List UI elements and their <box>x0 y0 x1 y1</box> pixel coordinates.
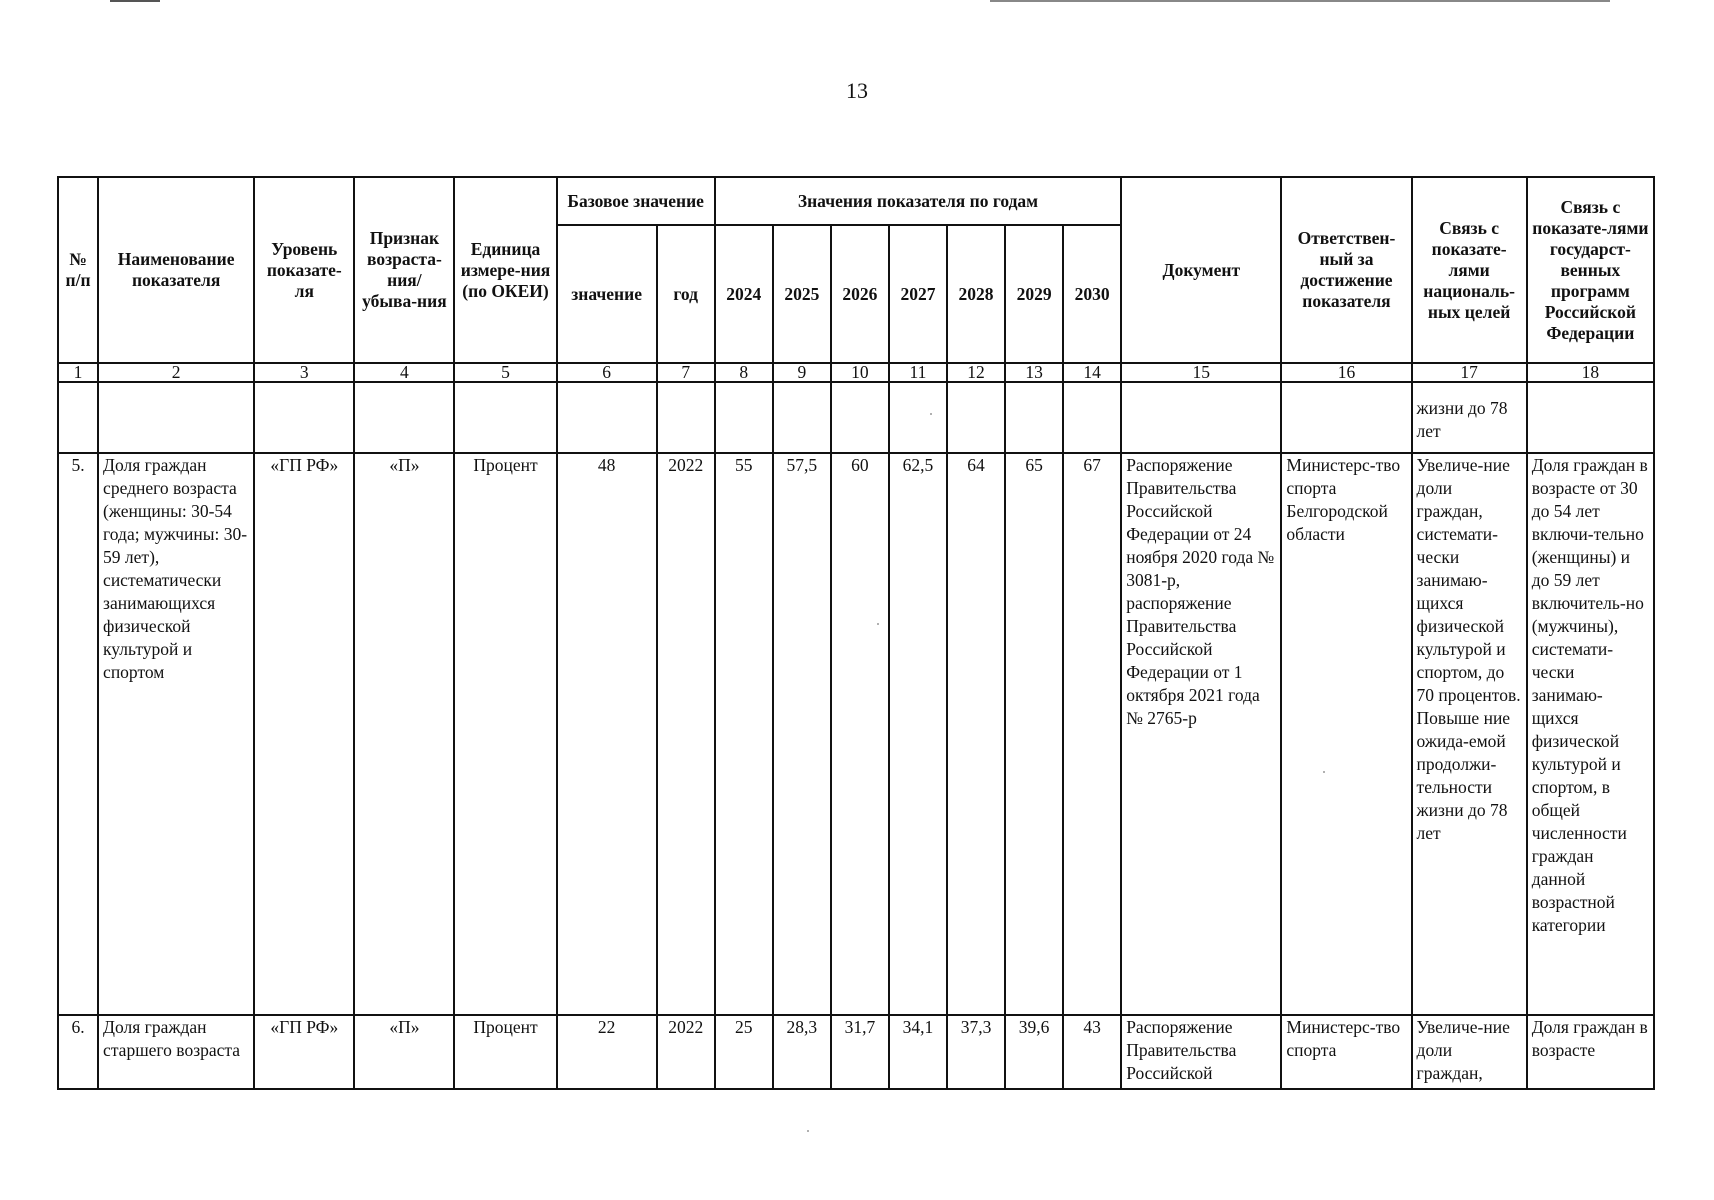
scan-speck <box>930 413 932 415</box>
header-year: 2024 <box>715 225 773 363</box>
scan-edge-left <box>110 0 160 2</box>
column-number: 9 <box>773 363 831 382</box>
cell-name: Доля граждан среднего возраста (женщины: 30-54 года; мужчины: 30-59 лет), систематически занимающихся физической культурой и спортом <box>98 453 254 1015</box>
cell-year-value: 28,3 <box>773 1015 831 1089</box>
cell-sign: «П» <box>354 1015 454 1089</box>
header-sign: Признак возраста-ния/ убыва-ния <box>354 177 454 363</box>
cell-year-value: 67 <box>1063 453 1121 1015</box>
header-responsible: Ответствен-ный за достижение показателя <box>1281 177 1411 363</box>
cell-unit: Процент <box>454 1015 556 1089</box>
cell-base-value: 48 <box>557 453 657 1015</box>
table-cell <box>1527 382 1654 453</box>
cell-no: 5. <box>58 453 98 1015</box>
table-cell <box>1063 382 1121 453</box>
table-row-continuation <box>58 382 1654 453</box>
table-cell <box>1281 382 1411 453</box>
header-year: 2026 <box>831 225 889 363</box>
table-cell <box>254 382 354 453</box>
scan-speck <box>807 1130 809 1132</box>
header-level: Уровень показате-ля <box>254 177 354 363</box>
cell-base-year: 2022 <box>657 453 715 1015</box>
table-cell <box>947 382 1005 453</box>
cell-base-value: 22 <box>557 1015 657 1089</box>
scan-speck <box>877 623 879 625</box>
scan-edge-right <box>990 0 1610 2</box>
cell-year-value: 37,3 <box>947 1015 1005 1089</box>
cell-responsible: Министерс-тво спорта Белгородской области <box>1281 453 1411 1015</box>
cell-sign: «П» <box>354 453 454 1015</box>
cell-year-value: 65 <box>1005 453 1063 1015</box>
cell-link-programs: Доля граждан в возрасте <box>1527 1015 1654 1089</box>
column-number: 7 <box>657 363 715 382</box>
cell-document: Распоряжение Правительства Российской Федерации от 24 ноября 2020 года № 3081-р, распоряжение Правительства Российской Федерации от 1 октября 2021 года № 2765-р <box>1121 453 1281 1015</box>
cell-year-value: 43 <box>1063 1015 1121 1089</box>
table-row <box>58 1015 1654 1089</box>
cell-document: Распоряжение Правительства Российской <box>1121 1015 1281 1089</box>
header-name: Наименование показателя <box>98 177 254 363</box>
header-year: 2030 <box>1063 225 1121 363</box>
header-base-value: значение <box>557 225 657 363</box>
header-row-1 <box>58 177 1654 225</box>
column-number: 15 <box>1121 363 1281 382</box>
column-number: 18 <box>1527 363 1654 382</box>
cell-name: Доля граждан старшего возраста <box>98 1015 254 1089</box>
scan-speck <box>1323 771 1325 773</box>
cell-year-value: 57,5 <box>773 453 831 1015</box>
cell-year-value: 64 <box>947 453 1005 1015</box>
cell-responsible: Министерс-тво спорта <box>1281 1015 1411 1089</box>
header-base-group: Базовое значение <box>557 177 715 225</box>
header-unit: Единица измере-ния (по ОКЕИ) <box>454 177 556 363</box>
column-number: 8 <box>715 363 773 382</box>
header-document: Документ <box>1121 177 1281 363</box>
cell-no: 6. <box>58 1015 98 1089</box>
table-cell <box>454 382 556 453</box>
header-base-year: год <box>657 225 715 363</box>
indicators-table <box>57 176 1655 1090</box>
column-number: 13 <box>1005 363 1063 382</box>
table-cell <box>715 382 773 453</box>
column-number: 14 <box>1063 363 1121 382</box>
column-number: 11 <box>889 363 947 382</box>
column-number: 16 <box>1281 363 1411 382</box>
cell-level: «ГП РФ» <box>254 453 354 1015</box>
header-year: 2025 <box>773 225 831 363</box>
column-number: 4 <box>354 363 454 382</box>
cell-year-value: 25 <box>715 1015 773 1089</box>
column-number: 5 <box>454 363 556 382</box>
column-number: 2 <box>98 363 254 382</box>
cell-link-national: Увеличе-ние доли граждан, системати-чески занимаю-щихся физической культурой и спортом, до 70 процентов. Повыше ние ожида-емой продолжи-тельности жизни до 78 лет <box>1412 453 1527 1015</box>
column-number: 3 <box>254 363 354 382</box>
header-year: 2029 <box>1005 225 1063 363</box>
table-cell <box>557 382 657 453</box>
cell-year-value: 31,7 <box>831 1015 889 1089</box>
header-year: 2028 <box>947 225 1005 363</box>
table-cell <box>58 382 98 453</box>
table-cell <box>1005 382 1063 453</box>
column-number: 17 <box>1412 363 1527 382</box>
cell-year-value: 39,6 <box>1005 1015 1063 1089</box>
cell-year-value: 55 <box>715 453 773 1015</box>
table-cell <box>98 382 254 453</box>
column-number: 12 <box>947 363 1005 382</box>
cell-base-year: 2022 <box>657 1015 715 1089</box>
table-cell <box>354 382 454 453</box>
header-years-group: Значения показателя по годам <box>715 177 1121 225</box>
cell-year-value: 34,1 <box>889 1015 947 1089</box>
column-number: 6 <box>557 363 657 382</box>
column-number: 10 <box>831 363 889 382</box>
cell-year-value: 62,5 <box>889 453 947 1015</box>
cell-link-national: жизни до 78 лет <box>1412 382 1527 453</box>
header-no: № п/п <box>58 177 98 363</box>
cell-link-programs: Доля граждан в возрасте от 30 до 54 лет включи-тельно (женщины) и до 59 лет включитель-но (мужчины), системати-чески занимаю-щихся физической культурой и спортом, в общей численности граждан данной возрастной категории <box>1527 453 1654 1015</box>
table-cell <box>889 382 947 453</box>
table-cell <box>657 382 715 453</box>
cell-unit: Процент <box>454 453 556 1015</box>
cell-level: «ГП РФ» <box>254 1015 354 1089</box>
column-numbers-row <box>58 363 1654 382</box>
cell-link-national: Увеличе-ние доли граждан, <box>1412 1015 1527 1089</box>
table-cell <box>831 382 889 453</box>
table-cell <box>1121 382 1281 453</box>
column-number: 1 <box>58 363 98 382</box>
table-cell <box>773 382 831 453</box>
header-link-programs: Связь с показате-лями государст-венных программ Российской Федерации <box>1527 177 1654 363</box>
header-year: 2027 <box>889 225 947 363</box>
cell-year-value: 60 <box>831 453 889 1015</box>
header-link-national: Связь с показате-лями националь-ных целей <box>1412 177 1527 363</box>
page-number: 13 <box>846 78 868 103</box>
table-row <box>58 453 1654 1015</box>
